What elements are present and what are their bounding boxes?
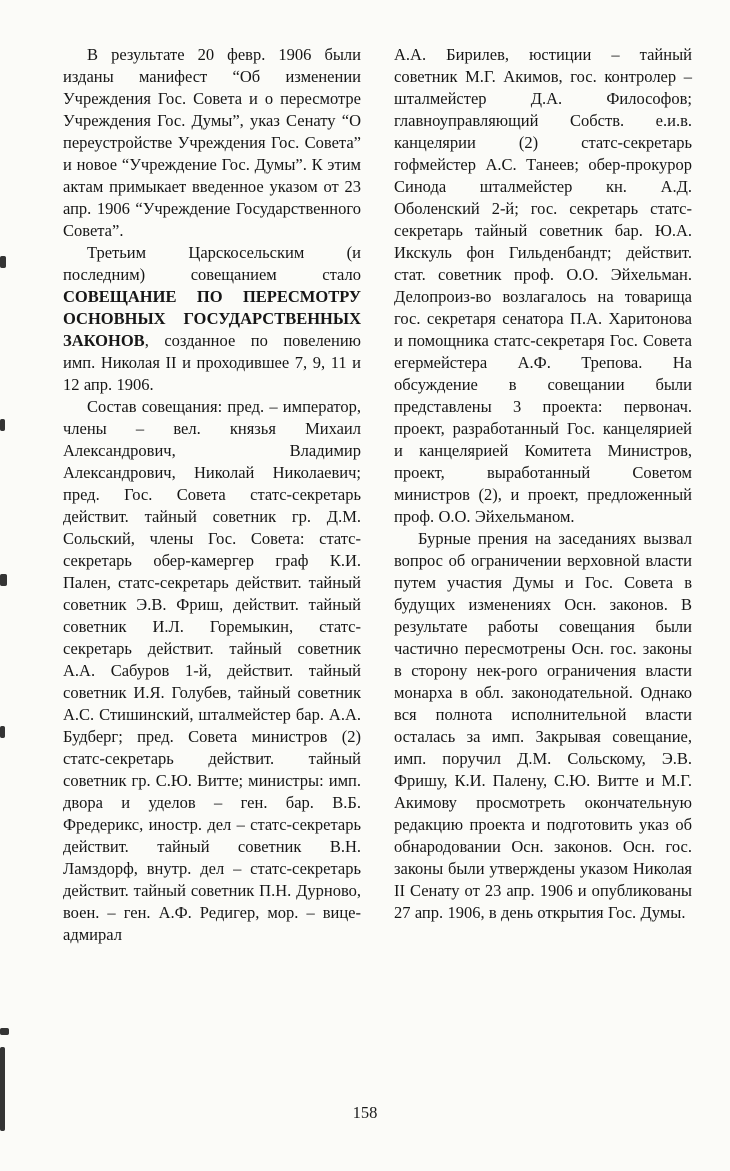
scan-artifact (0, 419, 5, 431)
scan-artifact (0, 256, 6, 268)
scan-artifact (0, 574, 7, 586)
paragraph-outcome: Бурные прения на заседаниях вызвал вопрос об ограничении верховной власти путем участия Думы и Гос. Совета в будущих изменениях Осн. законов. В результате работы совещания были частично пересмотрены Осн. гос. законы в сторону нек-рого ограничения власти монарха в обл. законодательной. Однако вся полнота исполнительной власти осталась за имп. Закрывая совещание, имп. поручил Д.М. Сольскому, Э.В. Фришу, К.И. Палену, С.Ю. Витте и М.Г. Акимову просмотреть окончательную редакцию проекта и подготовить указ об обнародовании Осн. законов. Осн. гос. законы были утверждены указом Николая II Сенату от 23 апр. 1906 и опубликованы 27 апр. 1906, в день открытия Гос. Думы. (394, 529, 692, 922)
scan-artifact (0, 1028, 9, 1035)
paragraph-membership-continuation: А.А. Бирилев, юстиции – тайный советник М.Г. Акимов, гос. контролер – шталмейстер Д.А. Философов; главноуправляющий Собств. е.и.в. канцелярии (2) статс-секретарь гофмейстер А.С. Танеев; обер-прокурор Синода шталмейстер кн. А.Д. Оболенский 2-й; гос. секретарь статс-секретарь тайный советник бар. Ю.А. Икскуль фон Гильденбандт; действит. стат. советник проф. О.О. Эйхельман. Делопроиз-во возлагалось на товарища гос. секретаря сенатора П.А. Харитонова и помощника статс-секретаря Гос. Совета егермейстера А.Ф. Трепова. На обсуждение в совещании были представлены 3 проекта: первонач. проект, разработанный Гос. канцелярией и канцелярией Комитета Министров, проект, выработанный Советом министров (2), и проект, предложенный проф. О.О. Эйхельманом. (394, 45, 692, 526)
page-text-block (63, 44, 693, 946)
paragraph-conference (63, 242, 361, 396)
article-heading: СОВЕЩАНИЕ ПО ПЕРЕСМОТРУ ОСНОВНЫХ ГОСУДАРСТВЕННЫХ ЗАКОНОВ (63, 287, 361, 350)
paragraph-membership: Состав совещания: пред. – император, члены – вел. князья Михаил Александрович, Владимир Александрович, Николай Николаевич; пред. Гос. Совета статс-секретарь действит. тайный советник гр. Д.М. Сольский, члены Гос. Совета: статс-секретарь обер-камергер граф К.И. Пален, статс-секретарь действит. тайный советник Э.В. Фриш, действит. тайный советник И.Л. Горемыкин, статс-секретарь действит. тайный советник А.А. Сабуров 1-й, действит. тайный советник И.Я. Голубев, тайный советник А.С. Стишинский, шталмейстер бар. А.А. Будберг; пред. Совета министров (2) статс-секретарь действит. тайный советник гр. С.Ю. Витте; министры: имп. двора и уделов – ген. бар. В.Б. Фредерикс, иностр. дел – статс-секретарь действит. тайный советник В.Н. Ламздорф, внутр. дел – статс-секретарь действит. тайный советник П.Н. Дурново, воен. – ген. А.Ф. Редигер, мор. – вице-адмирал (63, 397, 361, 944)
paragraph-text: , созданное по повелению имп. Николая II и проходившее 7, 9, 11 и 12 апр. 1906. (63, 331, 361, 394)
right-column (394, 44, 692, 946)
two-column-layout (63, 44, 693, 946)
left-column (63, 44, 361, 946)
paragraph-decrees: В результате 20 февр. 1906 были изданы манифест “Об изменении Учреждения Гос. Совета и о пересмотре Учреждения Гос. Думы”, указ Сенату “О переустройстве Учреждения Гос. Совета” и новое “Учреждение Гос. Думы”. К этим актам примыкает введенное указом от 23 апр. 1906 “Учреждение Государственного Совета”. (63, 45, 361, 240)
scan-artifact (0, 726, 5, 738)
page-number: 158 (352, 1103, 378, 1122)
paragraph-text: Третьим Царскосельским (и последним) совещанием стало (63, 243, 361, 284)
